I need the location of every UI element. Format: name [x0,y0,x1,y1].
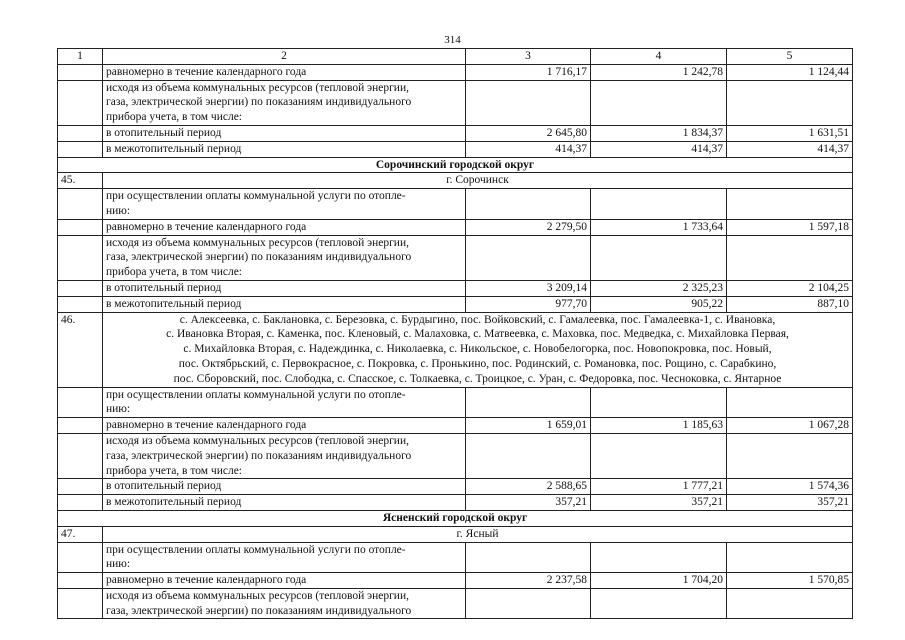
tariff-value-col4: 1 185,63 [591,418,727,434]
value-cell-empty [591,189,727,220]
description-row [58,189,853,220]
description-row [58,235,853,280]
tariff-label: равномерно в течение календарного года [103,573,466,589]
tariff-value-col3: 2 237,58 [466,573,591,589]
tariff-label: в межотопительный период [103,495,466,511]
row-index [58,296,103,312]
value-cell-empty [727,189,853,220]
description-text [103,189,466,220]
tariff-row [58,280,853,296]
tariff-row [58,495,853,511]
value-cell-empty [727,80,853,125]
value-cell-empty [591,542,727,573]
value-cell-empty [727,235,853,280]
value-cell-empty [727,387,853,418]
table-header-row [58,49,853,65]
description-text [103,80,466,125]
row-index: 45. [58,173,103,189]
description-line: прибора учета, в том числе: [106,111,242,124]
tariff-value-col4: 2 325,23 [591,280,727,296]
value-cell-empty [591,80,727,125]
description-line: газа, электрической энергии) по показаниям индивидуального [106,96,412,109]
row-index [58,64,103,80]
row-index [58,280,103,296]
district-heading: Ясненский городской округ [58,510,853,526]
tariff-label: в межотопительный период [103,141,466,157]
value-cell-empty [591,433,727,478]
tariff-label: равномерно в течение календарного года [103,219,466,235]
settlements-line: с. Ивановка Вторая, с. Каменка, пос. Кленовый, с. Малаховка, с. Матвеевка, с. Маховка, пос. Медведка, с. Михайловка Первая, [166,328,789,341]
value-cell-empty [466,235,591,280]
locality-row [58,526,853,542]
settlements-line: с. Алексеевка, с. Баклановка, с. Березовка, с. Бурдыгино, пос. Войковский, с. Гамалеевка, пос. Гамалеевка-1, с. Ивановка, [179,313,776,326]
description-text [103,235,466,280]
tariff-label: в отопительный период [103,479,466,495]
row-index [58,387,103,418]
description-line: газа, электрической энергии) по показаниям индивидуального [106,449,412,462]
tariff-label: равномерно в течение календарного года [103,418,466,434]
tariff-row [58,573,853,589]
district-heading-row [58,157,853,173]
tariff-value-col5: 1 574,36 [727,479,853,495]
tariff-value-col3: 3 209,14 [466,280,591,296]
row-index [58,479,103,495]
settlements-list [103,312,853,387]
header-cell-3: 3 [466,49,591,65]
tariff-value-col3: 2 279,50 [466,219,591,235]
description-text [103,433,466,478]
description-line: газа, электрической энергии) по показаниям индивидуального [106,604,412,617]
row-index [58,573,103,589]
value-cell-empty [466,80,591,125]
tariff-label: в отопительный период [103,125,466,141]
header-cell-5: 5 [727,49,853,65]
row-index [58,495,103,511]
description-row [58,80,853,125]
description-line: исходя из объема коммунальных ресурсов (тепловой энергии, [106,236,409,249]
tariff-row [58,479,853,495]
tariff-value-col3: 2 645,80 [466,125,591,141]
row-index [58,125,103,141]
row-index [58,80,103,125]
description-line: при осуществлении оплаты коммунальной услуги по отопле- [106,190,406,203]
settlements-line: пос. Октябрьский, с. Первокрасное, с. Покровка, с. Пронькино, пос. Родинский, с. Романовка, пос. Рощино, с. Сарабкино, [178,357,777,370]
tariff-value-col4: 414,37 [591,141,727,157]
tariff-value-col5: 1 067,28 [727,418,853,434]
tariff-value-col4: 1 704,20 [591,573,727,589]
description-row [58,588,853,619]
value-cell-empty [591,588,727,619]
row-index [58,418,103,434]
tariff-value-col3: 414,37 [466,141,591,157]
district-heading: Сорочинский городской округ [58,157,853,173]
district-heading-row [58,510,853,526]
tariff-value-col4: 357,21 [591,495,727,511]
page-number: 314 [444,34,461,46]
description-line: нию: [106,558,131,571]
value-cell-empty [727,433,853,478]
tariff-value-col3: 977,70 [466,296,591,312]
description-text [103,588,466,619]
tariff-value-col5: 1 124,44 [727,64,853,80]
tariff-value-col3: 1 659,01 [466,418,591,434]
tariff-value-col5: 414,37 [727,141,853,157]
tariff-row [58,64,853,80]
row-index [58,219,103,235]
tariff-row [58,418,853,434]
tariff-value-col3: 357,21 [466,495,591,511]
tariff-value-col4: 1 834,37 [591,125,727,141]
tariff-label: в межотопительный период [103,296,466,312]
value-cell-empty [727,542,853,573]
tariff-value-col3: 1 716,17 [466,64,591,80]
description-line: при осуществлении оплаты коммунальной услуги по отопле- [106,388,406,401]
description-line: исходя из объема коммунальных ресурсов (тепловой энергии, [106,434,409,447]
value-cell-empty [591,235,727,280]
tariff-value-col5: 887,10 [727,296,853,312]
tariff-row [58,141,853,157]
description-row [58,387,853,418]
header-cell-2: 2 [103,49,466,65]
description-text [103,387,466,418]
tariff-value-col5: 1 631,51 [727,125,853,141]
row-index [58,141,103,157]
value-cell-empty [466,387,591,418]
row-index: 46. [58,312,103,387]
settlements-row [58,312,853,387]
locality-name: г. Сорочинск [103,173,853,189]
description-line: исходя из объема коммунальных ресурсов (тепловой энергии, [106,589,409,602]
value-cell-empty [466,433,591,478]
tariff-row [58,296,853,312]
tariff-value-col5: 2 104,25 [727,280,853,296]
tariff-value-col5: 357,21 [727,495,853,511]
description-line: газа, электрической энергии) по показаниям индивидуального [106,251,412,264]
description-line: при осуществлении оплаты коммунальной услуги по отопле- [106,543,406,556]
description-row [58,433,853,478]
row-index [58,542,103,573]
description-line: прибора учета, в том числе: [106,266,242,279]
description-text [103,542,466,573]
description-line: прибора учета, в том числе: [106,464,242,477]
tariff-value-col4: 905,22 [591,296,727,312]
value-cell-empty [727,588,853,619]
tariff-value-col4: 1 242,78 [591,64,727,80]
value-cell-empty [466,588,591,619]
locality-row [58,173,853,189]
value-cell-empty [591,387,727,418]
description-line: нию: [106,403,131,416]
description-line: исходя из объема коммунальных ресурсов (тепловой энергии, [106,81,409,94]
tariff-row [58,219,853,235]
row-index: 47. [58,526,103,542]
tariff-value-col4: 1 777,21 [591,479,727,495]
tariff-value-col3: 2 588,65 [466,479,591,495]
row-index [58,235,103,280]
tariff-value-col5: 1 570,85 [727,573,853,589]
description-line: нию: [106,204,131,217]
tariff-table [57,48,853,619]
tariff-value-col4: 1 733,64 [591,219,727,235]
row-index [58,189,103,220]
row-index [58,588,103,619]
description-row [58,542,853,573]
settlements-line: пос. Сборовский, пос. Слободка, с. Спасское, с. Толкаевка, с. Троицкое, с. Уран, с. Федоровка, пос. Чесноковка, с. Янтарное [173,372,782,385]
locality-name: г. Ясный [103,526,853,542]
settlements-line: с. Михайловка Вторая, с. Надеждинка, с. Николаевка, с. Никольское, с. Новобелогорка, пос. Новопокровка, пос. Новый, [183,343,772,356]
value-cell-empty [466,542,591,573]
tariff-label: равномерно в течение календарного года [103,64,466,80]
tariff-value-col5: 1 597,18 [727,219,853,235]
tariff-label: в отопительный период [103,280,466,296]
header-cell-4: 4 [591,49,727,65]
row-index [58,433,103,478]
tariff-row [58,125,853,141]
header-cell-1: 1 [58,49,103,65]
value-cell-empty [466,189,591,220]
